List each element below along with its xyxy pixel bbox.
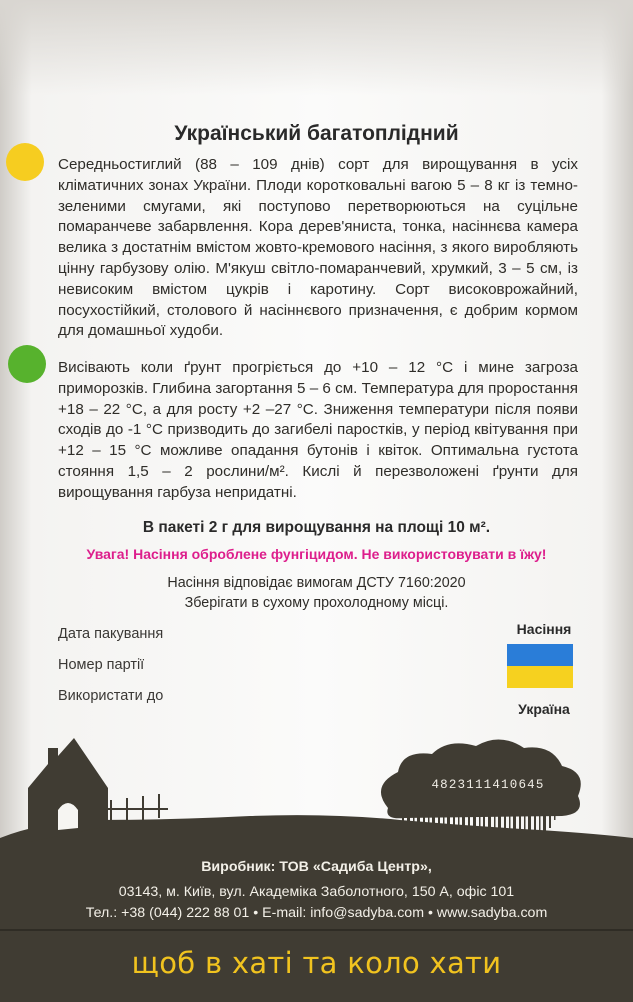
standard-text: Насіння відповідає вимогам ДСТУ 7160:2020 [167,575,466,591]
house-icon [28,738,108,842]
batch-number-field: Номер партії [58,657,145,673]
brand-slogan: щоб в хаті та коло хати [131,946,502,980]
flag-bottom-label: Україна [518,701,570,717]
barcode-number: 4823111410645 [431,778,545,792]
standard-and-storage [0,573,633,613]
manufacturer-contacts: Тел.: +38 (044) 222 88 01 • E-mail: info@sadyba.com • www.sadyba.com [85,905,548,921]
variety-description: Середньостиглий (88 – 109 днів) сорт для вирощування в усіх кліматичних зонах України. Плоди коротковальні вагою 5 – 8 кг із темно-зеленими смугами, які поступово перетворюються на суцільне помаранчеве забарвлення. Кора дерев'яниста, тонка, насіннєва камера велика з достатнім вмістом жовто-кремового насіння, з якого виробляють цінну гарбузову олію. М'якуш світло-помаранчевий, хрумкий, 3 – 5 см, із невисоким вмістом цукрів і каротину. Сорт високоврожайний, посухостійкий, столового й насіннєвого призначення, є добрим кормом для домашньої худоби. [58,156,578,340]
sowing-instructions: Висівають коли ґрунт прогріється до +10 – 12 °С і мине загроза приморозків. Глибина загортання 5 – 6 см. Температура для проростання +18 – 22 °С, а для росту +2 –27 °С. Зниження температури після появи сходів до -1 °С призводить до загибелі паростків, у період квітування при +12 – 15 °С можливе опадання бутонів і квіток. Оптимальна густота стояння 1,5 – 2 рослини/м². Кислі й перезволожені ґрунти для вирощування гарбуза непридатні. [58,359,578,501]
variety-title: Український багатоплідний [174,122,459,145]
packet-amount: В пакеті 2 г для вирощування на площі 10 м². [142,519,491,536]
flag-top-label: Насіння [516,621,572,637]
ukraine-flag-icon [507,644,573,688]
manufacturer-address: 03143, м. Київ, вул. Академіка Заболотного, 150 А, офіс 101 [118,884,515,900]
use-by-field: Використати до [58,688,164,704]
green-dot-icon [8,345,46,383]
manufacturer-name: Виробник: ТОВ «Садиба Центр», [201,859,432,875]
village-silhouette [0,730,633,930]
fungicide-warning: Увага! Насіння оброблене фунгіцидом. Не використовувати в їжу! [86,546,547,562]
pack-date-field: Дата пакування [58,626,164,642]
yellow-dot-icon [6,143,44,181]
storage-text: Зберігати в сухому прохолодному місці. [184,595,449,611]
packet-top-seal [0,0,633,95]
